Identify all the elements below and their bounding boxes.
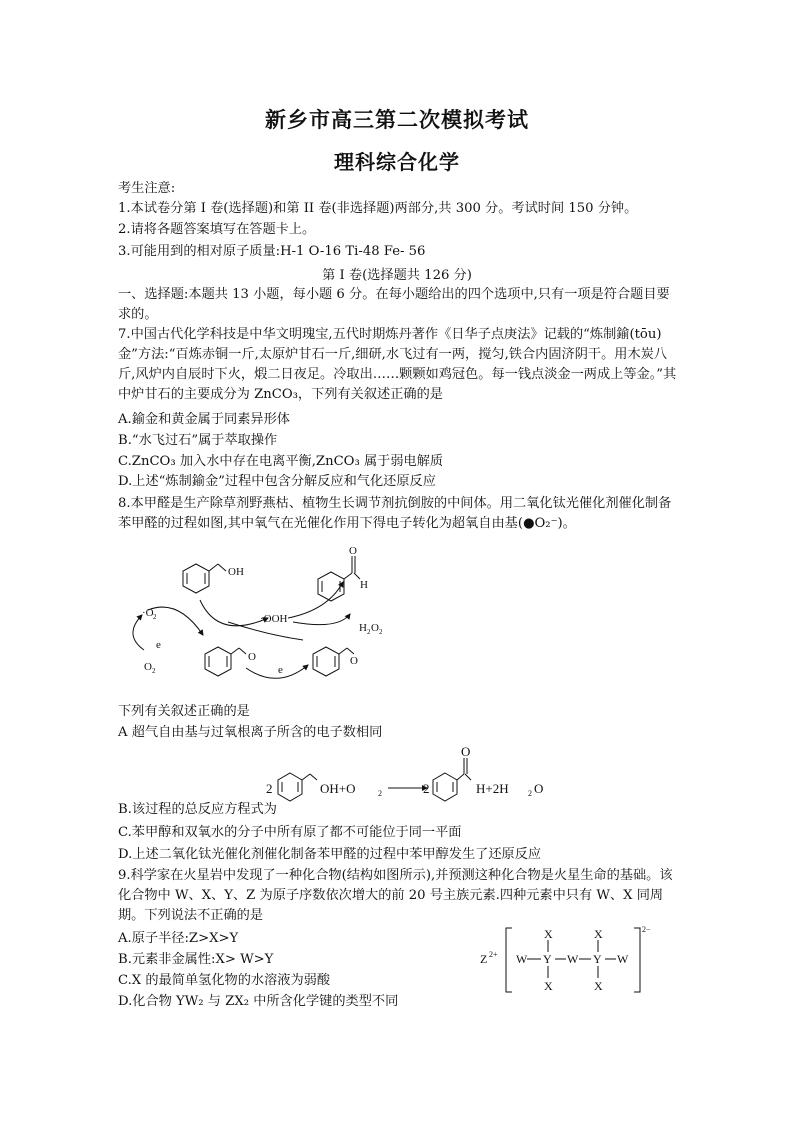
- structure-y1: Y: [543, 952, 552, 966]
- section-intro: 一、选择题:本题共 13 小题，每小题 6 分。在每小题给出的四个选项中,只有一项是符合题目要求的。: [118, 287, 670, 322]
- diagram-o2-sub: 2: [152, 667, 156, 675]
- q9-structure: [472, 920, 672, 1002]
- diagram-h2o2-sub: 2: [367, 628, 371, 636]
- q9-option-c: C.X 的最简单氢化物的水溶液为弱酸: [118, 973, 331, 988]
- eq-right-part: H+2H: [476, 781, 509, 796]
- diagram-ooh: ·OOH: [260, 613, 288, 625]
- q8-reaction-diagram: [118, 540, 418, 700]
- eq-arrow-coef: 2: [423, 781, 430, 796]
- diagram-o-top: O: [349, 545, 357, 557]
- q7-option-b: B.“水飞过石”属于萃取操作: [118, 433, 278, 448]
- structure-anion-charge: 2−: [642, 925, 651, 934]
- diagram-o2: O: [144, 661, 152, 673]
- eq-coef-left: 2: [266, 781, 273, 796]
- eq-oh-part: OH+O: [320, 781, 356, 796]
- q7-stem: 7.中国古代化学科技是中华文明瑰宝,五代时期炼丹著作《日华子点庚法》记载的“炼制鍮(tōu)金”方法:“百炼赤铜一斤,太原炉甘石一斤,细研,水飞过有一两，搅匀,铁合内固济阴干。用木炭八斤,风炉内自辰时下火，煅二日夜足。冷取出……颗颗如鸡冠色。每一钱点淡金一两成上等金。”其中炉甘石的主要成分为 ZnCO₃，下列有关叙述正确的是: [118, 327, 677, 402]
- structure-z-charge: 2+: [489, 950, 498, 959]
- diagram-h2o2: H: [359, 622, 367, 634]
- diagram-h2o2-sub2: 2: [379, 628, 383, 636]
- structure-w2: W: [567, 952, 579, 966]
- notice-item-1: 1.本试卷分第 I 卷(选择题)和第 II 卷(非选择题)两部分,共 300 分。考试时间 150 分钟。: [118, 201, 638, 216]
- diagram-h: H: [360, 579, 368, 591]
- q7-option-a: A.鍮金和黄金属于同素异形体: [118, 412, 290, 427]
- structure-x2: X: [594, 927, 603, 941]
- q8-option-b: B.该过程的总反应方程式为: [118, 802, 277, 817]
- diagram-o2-radical-sub: 2: [153, 613, 157, 621]
- q9-option-a: A.原子半径:Z>X>Y: [118, 931, 239, 946]
- eq-o-top: O: [461, 745, 471, 759]
- diagram-o-minus: O: [248, 651, 256, 663]
- notice-heading: 考生注意:: [118, 181, 176, 196]
- eq-h2o-sub: 2: [528, 789, 532, 798]
- structure-z: Z: [480, 952, 488, 966]
- notice-item-2: 2.请将各题答案填写在答题卡上。: [118, 222, 316, 237]
- q9-option-b: B.元素非金属性:X> W>Y: [118, 952, 274, 967]
- q8-question: 下列有关叙述正确的是: [118, 704, 250, 719]
- eq-o2-sub: 2: [378, 789, 382, 798]
- diagram-h2o2-tail: O: [371, 622, 379, 634]
- diagram-e-minus2: e: [278, 664, 283, 676]
- diagram-o2-radical: ·O: [142, 607, 154, 619]
- diagram-e-minus: e: [156, 639, 161, 651]
- section-title: 第 I 卷(选择题共 126 分): [322, 268, 472, 283]
- q8-option-d: D.上述二氧化钛光催化剂催化制备苯甲醛的过程中苯甲醇发生了还原反应: [118, 847, 542, 862]
- structure-x3: X: [544, 979, 553, 993]
- q9-stem: 9.科学家在火星岩中发现了一种化合物(结构如图所示),并预测这种化合物是火星生命的基础。该化合物中 W、X、Y、Z 为原子序数依次增大的前 20 号主族元素.四种元素中只有 W、X 同周期。下列说法不正确的是: [118, 868, 673, 923]
- diagram-o-dot: O: [350, 655, 358, 667]
- q9-option-d: D.化合物 YW₂ 与 ZX₂ 中所含化学键的类型不同: [118, 994, 399, 1009]
- exam-subtitle: 理科综合化学: [334, 150, 460, 174]
- eq-o-end: O: [534, 781, 544, 796]
- exam-title: 新乡市高三第二次模拟考试: [265, 108, 529, 132]
- notice-item-3: 3.可能用到的相对原子质量:H-1 O-16 Ti-48 Fe- 56: [118, 244, 426, 259]
- structure-x1: X: [544, 927, 553, 941]
- structure-y2: Y: [593, 952, 602, 966]
- q7-option-d: D.上述“炼制鍮金”过程中包含分解反应和气化还原反应: [118, 474, 436, 489]
- structure-w1: W: [516, 952, 528, 966]
- q8-equation: [264, 745, 564, 805]
- structure-x4: X: [594, 979, 603, 993]
- diagram-oh: OH: [228, 566, 244, 578]
- q8-option-a: A 超气自由基与过氧根离子所含的电子数相同: [118, 725, 383, 740]
- q8-option-c: C.苯甲醇和双氧水的分子中所有原了都不可能位于同一平面: [118, 825, 462, 840]
- q7-option-c: C.ZnCO₃ 加入水中存在电离平衡,ZnCO₃ 属于弱电解质: [118, 454, 444, 469]
- structure-w3: W: [617, 952, 629, 966]
- q8-stem: 8.本甲醛是生产除草剂野燕枯、植物生长调节剂抗倒胺的中间体。用二氧化钛光催化剂催化制备苯甲醛的过程如图,其中氧气在光催化作用下得电子转化为超氧自由基(●O₂⁻)。: [118, 496, 672, 531]
